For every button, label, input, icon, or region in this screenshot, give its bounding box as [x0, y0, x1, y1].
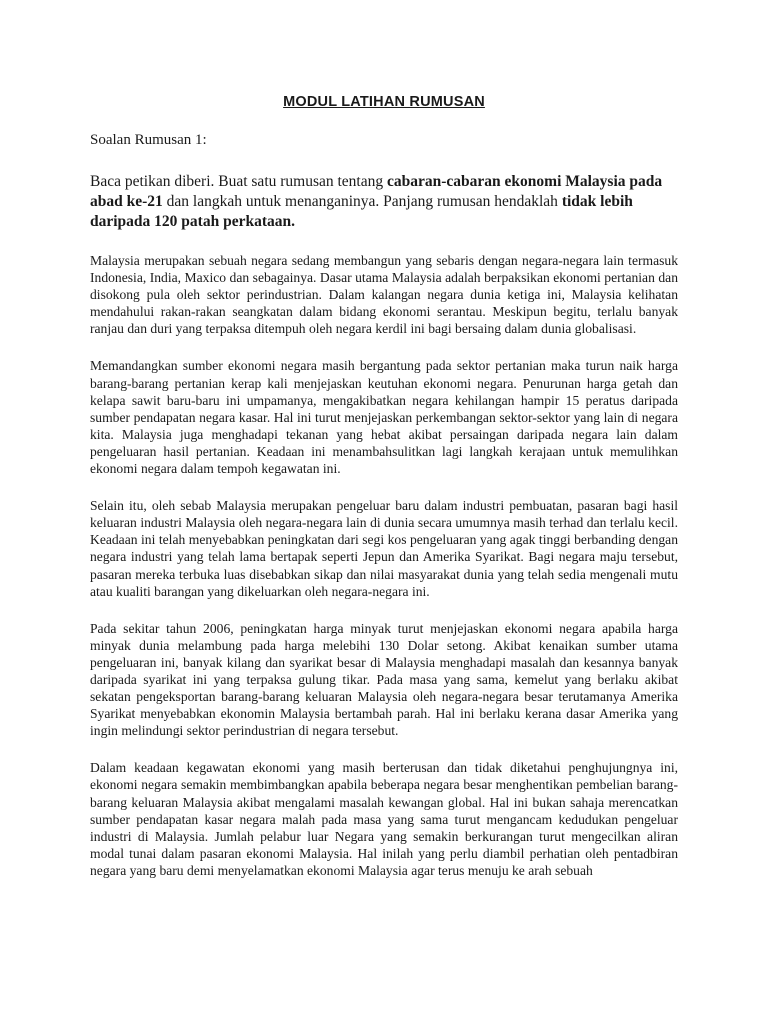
instruction-bold-word-limit: tidak lebih daripada 120 patah perkataan.	[90, 193, 633, 230]
passage-paragraph-4: Pada sekitar tahun 2006, peningkatan harga minyak turut menjejaskan ekonomi negara apabila harga minyak dunia melambung pada harga melebihi 130 Dolar setong. Akibat kenaikan sumber utama pengeluaran ini, banyak kilang dan syarikat besar di Malaysia menghadapi masalah dan kesannya banyak daripada syarikat ini yang terpaksa gulung tikar. Pada masa yang sama, kemelut yang berlaku akibat sekatan pengeksportan barang-barang keluaran Malaysia oleh negara-negara besar terutamanya Amerika Syarikat menyebabkan ekonomin Malaysia bertambah parah. Hal ini berlaku kerana dasar Amerika yang ingin melindungi sektor perindustrian di negara tersebut.	[90, 620, 678, 739]
question-label: Soalan Rumusan 1:	[90, 132, 207, 148]
instruction-part-2: dan langkah untuk menanganinya. Panjang rumusan hendaklah	[162, 193, 562, 210]
passage-paragraph-1: Malaysia merupakan sebuah negara sedang membangun yang sebaris dengan negara-negara lain termasuk Indonesia, India, Maxico dan sebagainya. Dasar utama Malaysia adalah berpaksikan ekonomi pertanian dan disokong pula oleh sektor perindustrian. Dalam kalangan negara dunia ketiga ini, Malaysia kelihatan mendahului rakan-rakan seangkatan dalam bidang ekonomi serantau. Meskipun begitu, terlalu banyak ranjau dan duri yang terpaksa ditempuh oleh negara kerdil ini bagi bersaing dalam dunia globalisasi.	[90, 253, 678, 337]
passage-paragraph-3: Selain itu, oleh sebab Malaysia merupakan pengeluar baru dalam industri pembuatan, pasaran bagi hasil keluaran industri Malaysia oleh negara-negara lain di dunia secara umumnya masih terhad dan terlalu kecil. Keadaan ini telah menyebabkan peningkatan dari segi kos pengeluaran yang agak tinggi berbanding dengan negara industri yang telah lama bertapak seperti Jepun dan Amerika Syarikat. Bagi negara maju tersebut, pasaran mereka terbuka luas disebabkan sikap dan nilai masyarakat dunia yang telah sedia mengenali mutu atau kualiti barangan yang dikeluarkan oleh negara-negara ini.	[90, 498, 678, 599]
instruction-part-1: Baca petikan diberi. Buat satu rumusan tentang	[90, 173, 387, 190]
passage	[90, 252, 678, 899]
page-title: MODUL LATIHAN RUMUSAN	[283, 94, 485, 110]
passage-paragraph-5: Dalam keadaan kegawatan ekonomi yang masih berterusan dan tidak diketahui penghujungnya ini, ekonomi negara semakin membimbangkan apabila beberapa negara besar menghentikan pembelian barang-barang keluaran Malaysia akibat mengalami masalah kewangan global. Hal ini bukan sahaja merencatkan sumber pendapatan kasar negara malah pada masa yang sama turut mengancam kedudukan pengeluar industri di Malaysia. Jumlah pelabur luar Negara yang semakin berkurangan turut mengecilkan aliran modal tunai dalam pasaran ekonomi Malaysia. Hal inilah yang perlu diambil perhatian oleh pentadbiran negara yang baru demi menyelamatkan ekonomi Malaysia agar terus menuju ke arah sebuah	[90, 760, 678, 878]
instruction-bold-topic: cabaran-cabaran ekonomi Malaysia pada abad ke-21	[90, 173, 663, 210]
passage-paragraph-2: Memandangkan sumber ekonomi negara masih bergantung pada sektor pertanian maka turun naik harga barang-barang pertanian kerap kali menjejaskan keutuhan ekonomi negara. Penurunan harga getah dan kelapa sawit baru-baru ini umpamanya, mengakibatkan negara kehilangan hampir 15 peratus daripada sumber pendapatan negara kasar. Hal ini turut menjejaskan perkembangan sektor-sektor yang lain di negara kita. Malaysia juga menghadapi tekanan yang hebat akibat persaingan daripada negara lain dalam pengeluaran hasil pertanian. Keadaan ini menambahsulitkan lagi langkah kerajaan untuk memulihkan ekonomi negara dalam tempoh kegawatan ini.	[90, 358, 678, 477]
instruction-text	[90, 172, 680, 232]
